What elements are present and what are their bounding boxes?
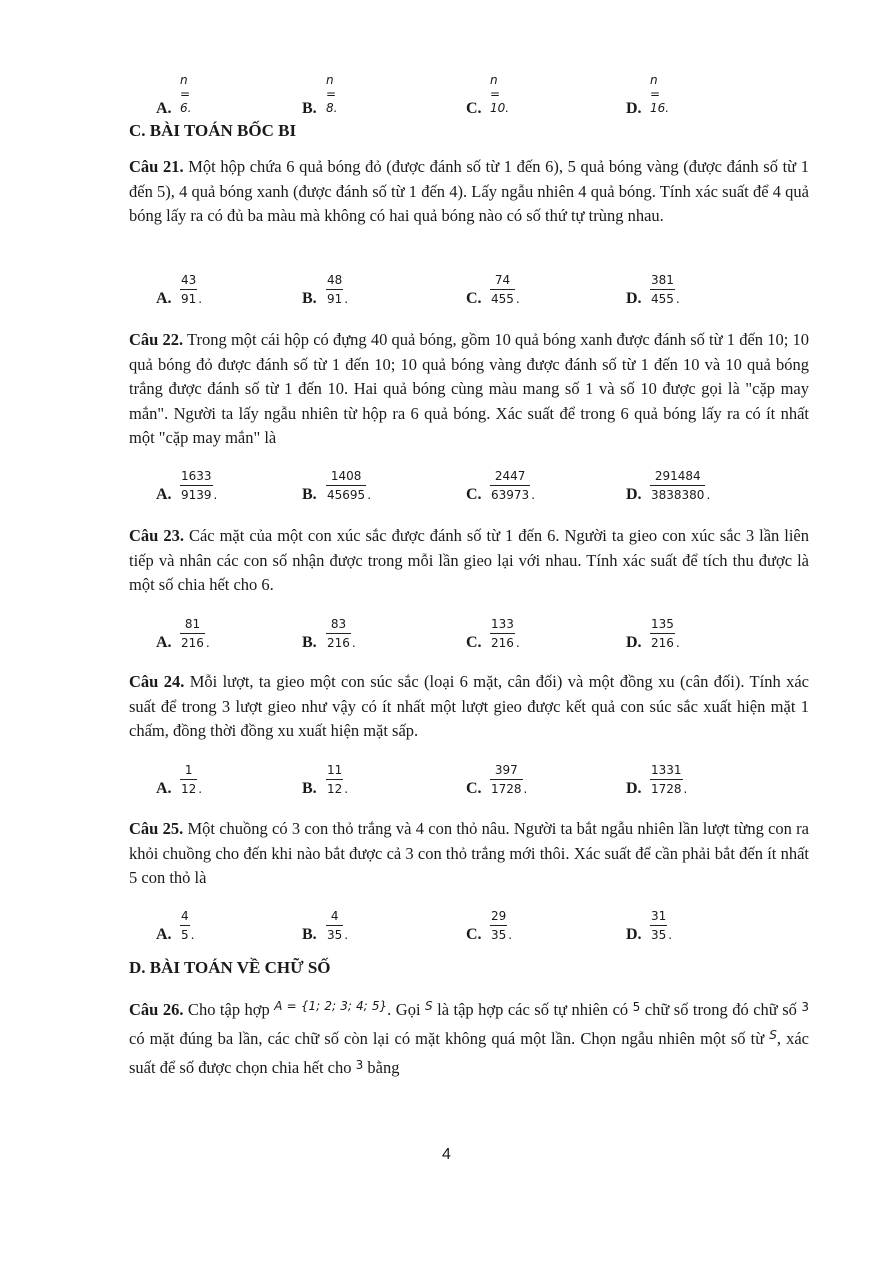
question-text: bằng [363,1058,400,1077]
section-heading: D. BÀI TOÁN VỀ CHỮ SỐ [129,958,331,977]
option-letter: C. [466,634,482,651]
option-letter: B. [302,926,317,943]
question-text: là tập hợp các số tự nhiên có [432,1000,633,1019]
fraction: $\frac{81}{216}$ . [181,617,210,650]
numerator: 31 [651,909,667,923]
denominator: 1728 [490,779,523,796]
question-label: Câu 26. [129,1000,184,1019]
math-number: 5 [632,1000,641,1014]
option-letter: B. [302,634,317,651]
denominator: 35 [650,925,667,942]
question-21 [129,155,809,229]
numerator: 81 [184,617,201,631]
fraction: $\frac{2447}{63973}$ . [491,469,536,502]
fraction: $\frac{291484}{3838380}$ . [651,469,711,502]
denominator: 1728 [650,779,683,796]
question-text: Cho tập hợp [183,1000,275,1019]
denominator: 9139 [180,485,213,502]
fraction: $\frac{4}{35}$ . [327,909,349,942]
denominator: 63973 [490,485,530,502]
set-expression: A = {1; 2; 3; 4; 5} [274,999,388,1013]
numerator: 4 [330,909,339,923]
question-22 [129,328,809,451]
question-text: chữ số trong đó chữ số [640,1000,802,1019]
fraction: $\frac{83}{216}$ . [327,617,356,650]
question-text: . Gọi [387,1000,426,1019]
numerator: 133 [491,617,514,631]
section-heading: C. BÀI TOÁN BỐC BI [129,121,297,140]
numerator: 1 [184,763,193,777]
numerator: 2447 [494,469,526,483]
question-text: Các mặt của một con xúc sắc được đánh số từ 1 đến 6. Người ta gieo con xúc sắc 3 lần liên tiếp và nhân các con số nhận được trong mỗi lần gieo lại với nhau. Tính xác suất để tích thu được là một số chia hết cho 6. [129,526,809,594]
denominator: 5 [180,925,190,942]
option-letter: A. [156,926,172,943]
option-value: n = 10. [490,73,510,115]
denominator: 12 [326,779,343,796]
set-symbol: S [425,999,433,1013]
question-text: Một hộp chứa 6 quả bóng đỏ (được đánh số từ 1 đến 6), 5 quả bóng vàng (được đánh số từ 1 đến 5), 4 quả bóng xanh (được đánh số từ 1 đến 4). Lấy ngẫu nhiên 4 quả bóng. Tính xác suất để 4 quả bóng lấy ra có đủ ba màu mà không có hai quả bóng nào có số thứ tự trùng nhau. [129,157,809,225]
fraction: $\frac{133}{216}$ . [491,617,520,650]
numerator: 74 [494,273,511,287]
question-text: Trong một cái hộp có đựng 40 quả bóng, gồm 10 quả bóng xanh được đánh số từ 1 đến 10; 10 quả bóng đỏ được đánh số từ 1 đến 10; 10 quả bóng vàng được đánh số từ 1 đến 10 và 10 quả bóng trắng được đánh số từ 1 đến 10. Hai quả bóng cùng màu mang số 1 và số 10 được gọi là "cặp may mắn". Người ta lấy ngẫu nhiên từ hộp ra 6 quả bóng. Xác suất để trong 6 quả bóng lấy ra có ít nhất một "cặp may mắn" là [129,330,809,447]
denominator: 455 [650,289,675,306]
denominator: 3838380 [650,485,705,502]
question-label: Câu 25. [129,819,184,838]
question-23 [129,524,809,598]
denominator: 35 [326,925,343,942]
option-letter: A. [156,100,172,117]
numerator: 4 [181,909,189,923]
question-text: có mặt đúng ba lần, các chữ số còn lại có mặt không quá một lần. Chọn ngẫu nhiên một số từ [129,1029,770,1048]
denominator: 455 [490,289,515,306]
option-value: n = 8. [326,73,338,115]
numerator: 29 [491,909,507,923]
question-26 [129,996,809,1083]
fraction: $\frac{29}{35}$ . [491,909,513,942]
fraction: $\frac{4}{5}$ . [181,909,195,942]
math-number: 3 [355,1058,364,1072]
option-letter: A. [156,634,172,651]
fraction: $\frac{1408}{45695}$ . [327,469,372,502]
set-symbol: S [769,1028,777,1042]
answer-options-q23 [156,612,796,652]
option-letter: A. [156,780,172,797]
fraction: $\frac{135}{216}$ . [651,617,680,650]
option-letter: B. [302,486,317,503]
denominator: 216 [490,633,515,650]
option-letter: B. [302,780,317,797]
page-number: 4 [442,1146,451,1163]
option-value: n = 16. [650,73,670,115]
option-letter: C. [466,780,482,797]
denominator: 12 [180,779,197,796]
numerator: 11 [327,763,343,777]
numerator: 135 [651,617,674,631]
numerator: 1331 [651,763,682,777]
option-letter: B. [302,290,317,307]
option-letter: C. [466,486,482,503]
fraction: $\frac{1}{12}$ . [181,763,203,796]
question-label: Câu 23. [129,526,184,545]
fraction: $\frac{31}{35}$ . [651,909,673,942]
answer-options-q25 [156,904,796,944]
question-label: Câu 21. [129,157,184,176]
option-letter: D. [626,290,642,307]
option-letter: B. [302,100,317,117]
option-letter: A. [156,486,172,503]
answer-options-q22 [156,464,796,504]
numerator: 1633 [181,469,212,483]
numerator: 48 [327,273,343,287]
fraction: $\frac{397}{1728}$ . [491,763,528,796]
denominator: 216 [326,633,351,650]
math-number: 3 [801,1000,810,1014]
denominator: 91 [326,289,343,306]
denominator: 216 [180,633,205,650]
fraction: $\frac{1633}{9139}$ . [181,469,218,502]
question-label: Câu 24. [129,672,185,691]
numerator: 1408 [330,469,362,483]
numerator: 83 [330,617,347,631]
denominator: 35 [490,925,507,942]
fraction: $\frac{74}{455}$ . [491,273,520,306]
answer-options-row-top [156,73,796,118]
fraction: $\frac{43}{91}$ . [181,273,203,306]
answer-options-q21 [156,268,796,308]
option-letter: D. [626,634,642,651]
numerator: 381 [651,273,674,287]
denominator: 45695 [326,485,366,502]
numerator: 397 [494,763,518,777]
denominator: 91 [180,289,197,306]
question-text: Một chuồng có 3 con thỏ trắng và 4 con thỏ nâu. Người ta bắt ngẫu nhiên lần lượt từng con ra khỏi chuồng cho đến khi nào bắt được cả 3 con thỏ trắng mới thôi. Xác suất để cần phải bắt đến ít nhất 5 con thỏ là [129,819,809,887]
numerator: 291484 [654,469,701,483]
fraction: $\frac{11}{12}$ . [327,763,349,796]
question-text: , xác suất để số được chọn chia hết cho [129,1029,809,1077]
question-24 [129,670,809,744]
option-value: n = 6. [180,73,192,115]
fraction: $\frac{1331}{1728}$ . [651,763,688,796]
option-letter: C. [466,926,482,943]
fraction: $\frac{381}{455}$ . [651,273,680,306]
fraction: $\frac{48}{91}$ . [327,273,349,306]
question-25 [129,817,809,891]
option-letter: C. [466,100,482,117]
option-letter: D. [626,100,642,117]
answer-options-q24 [156,758,796,798]
option-letter: D. [626,486,642,503]
denominator: 216 [650,633,675,650]
question-label: Câu 22. [129,330,184,349]
option-letter: C. [466,290,482,307]
option-letter: D. [626,780,642,797]
option-letter: D. [626,926,642,943]
option-letter: A. [156,290,172,307]
numerator: 43 [181,273,197,287]
question-text: Mỗi lượt, ta gieo một con súc sắc (loại 6 mặt, cân đối) và một đồng xu (cân đối). Tính xác suất để trong 3 lượt gieo như vậy có ít nhất một lượt gieo được kết quả con súc sắc xuất hiện mặt 1 chấm, đồng thời đồng xu xuất hiện mặt sấp. [129,672,809,740]
